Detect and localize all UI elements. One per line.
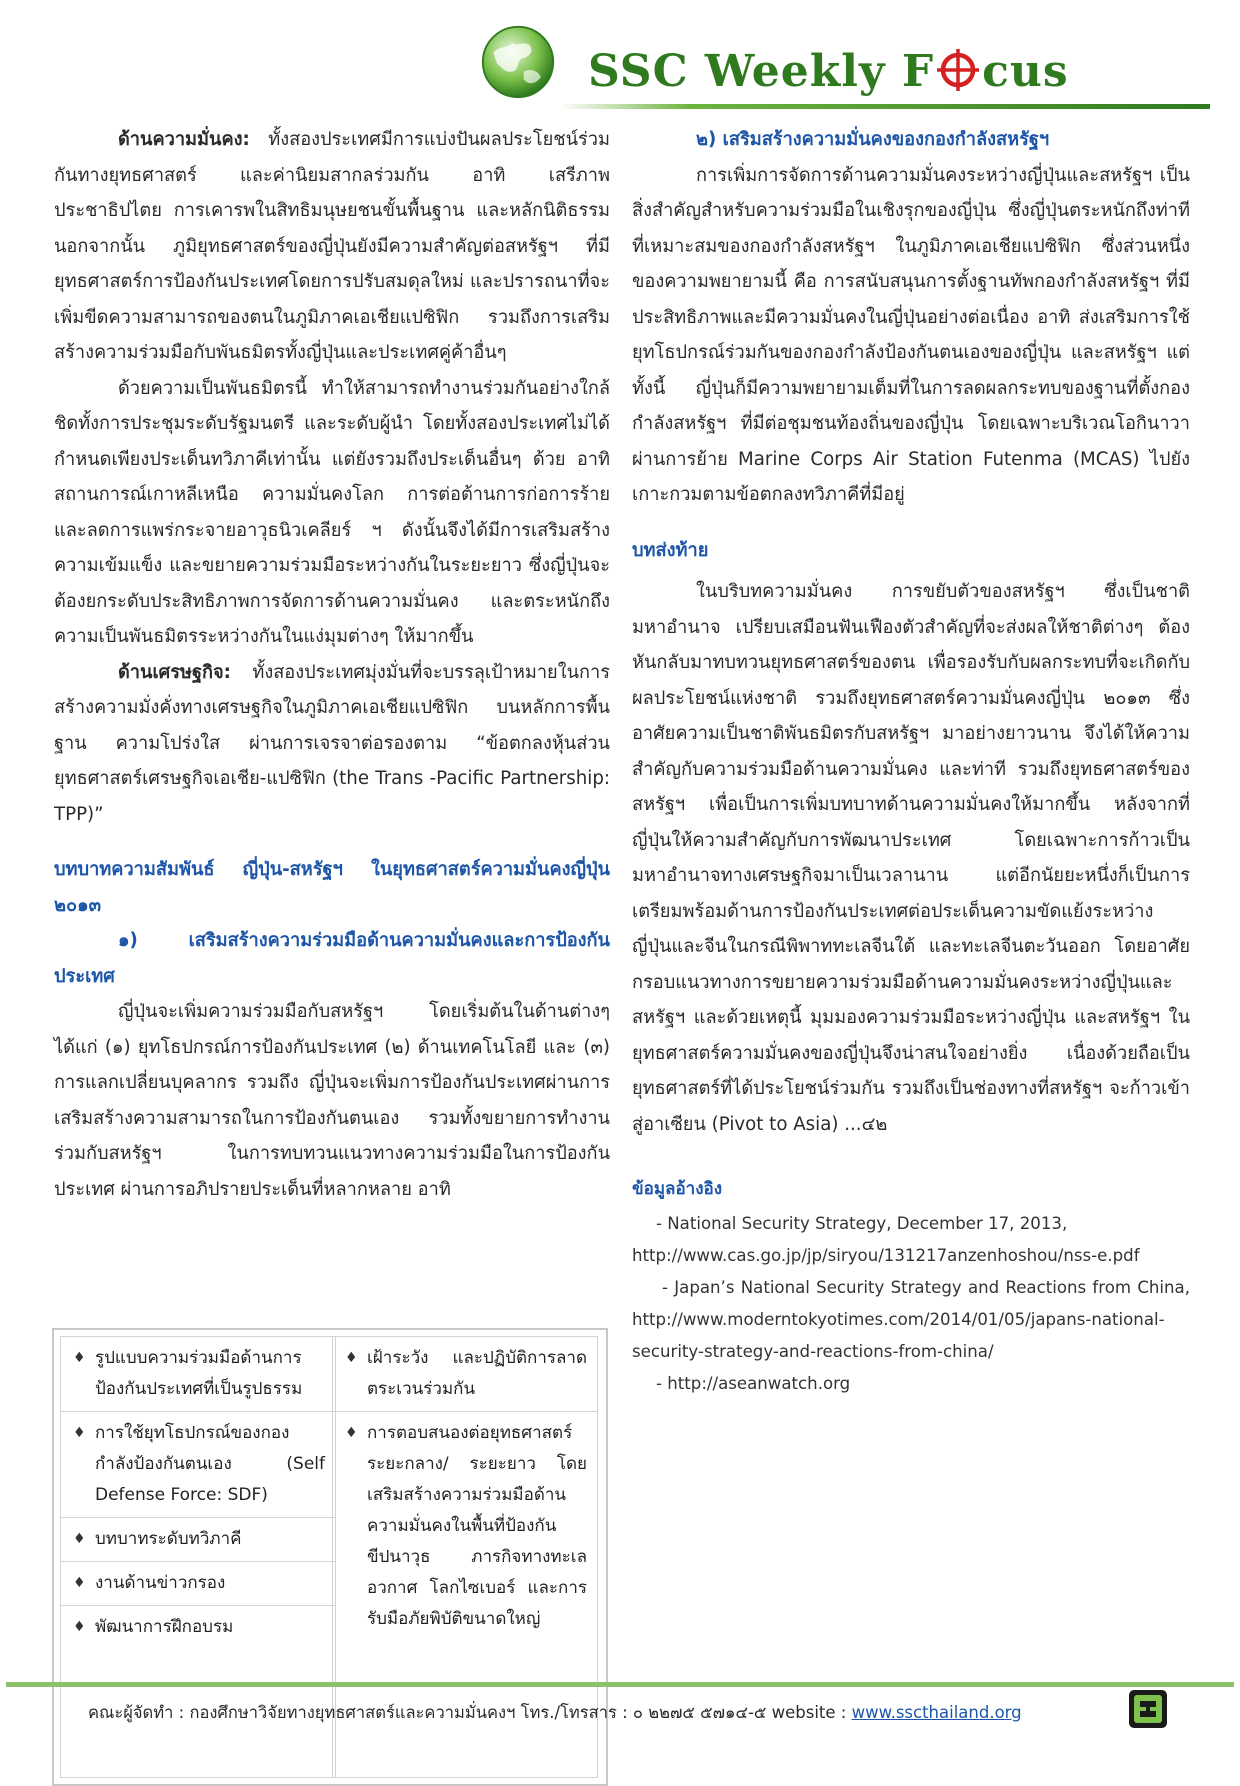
diamond-bullet-icon: ♦	[345, 1350, 358, 1366]
ssc-emblem-icon	[1128, 1689, 1168, 1729]
paragraph-us-forces: การเพิ่มการจัดการด้านความมั่นคงระหว่างญี่ปุ่นและสหรัฐฯ เป็นสิ่งสำคัญสำหรับความร่วมมือในเชิงรุกของญี่ปุ่น ซึ่งญี่ปุ่นตระหนักถึงท่าทีที่เหมาะสมของกองกำลังสหรัฐฯ ในภูมิภาคเอเชียแปซิฟิก ซึ่งส่วนหนึ่งของความพยายามนี้ คือ การสนับสนุนการตั้งฐานทัพกองกำลังสหรัฐฯ ที่มีประสิทธิภาพและมีความมั่นคงในญี่ปุ่นอย่างต่อเนื่อง อาทิ ส่งเสริมการใช้ยุทโธปกรณ์ร่วมกันของกองกำลังป้องกันตนเองของญี่ปุ่น และสหรัฐฯ แต่ทั้งนี้ ญี่ปุ่นก็มีความพยายามเต็มที่ในการลดผลกระทบของฐานที่ตั้งกองกำลังสหรัฐฯ ที่มีต่อชุมชนท้องถิ่นของญี่ปุ่น โดยเฉพาะบริเวณโอกินาวา ผ่านการย้าย Marine Corps Air Station Futenma (MCAS) ไปยังเกาะกวมตามข้อตกลงทวิภาคีที่มีอยู่	[632, 164, 1190, 505]
section-heading-conclusion: บทส่งท้าย	[632, 539, 709, 561]
footer-divider	[6, 1682, 1234, 1687]
body-economy: ทั้งสองประเทศมุ่งมั่นที่จะบรรลุเป้าหมายในการสร้างความมั่งคั่งทางเศรษฐกิจในภูมิภาคเอเชียแปซิฟิก บนหลักการพื้นฐาน ความโปร่งใส ผ่านการเจรจาต่อรองตาม “ข้อตกลงหุ้นส่วนยุทธศาสตร์เศรษฐกิจเอเชีย-แปซิฟิก (the Trans -Pacific Partnership: TPP)”	[54, 661, 610, 825]
right-column	[632, 122, 1190, 1400]
references-list	[632, 1208, 1190, 1400]
lead-economy: ด้านเศรษฐกิจ:	[118, 661, 231, 683]
brand-prefix: SSC Weekly F	[588, 46, 935, 97]
paragraph-conclusion: ในบริบทความมั่นคง การขยับตัวของสหรัฐฯ ซึ่งเป็นชาติมหาอำนาจ เปรียบเสมือนฟันเฟืองตัวสำคัญที่จะส่งผลให้ชาติต่างๆ ต้องหันกลับมาทบทวนยุทธศาสตร์ของตน เพื่อรองรับกับผลกระทบที่จะเกิดกับผลประโยชน์แห่งชาติ รวมถึงยุทธศาสตร์ความมั่นคงญี่ปุ่น ๒๐๑๓ ซึ่งอาศัยความเป็นชาติพันธมิตรกับสหรัฐฯ มาอย่างยาวนาน จึงได้ให้ความสำคัญกับความร่วมมือด้านความมั่นคง และท่าที รวมถึงยุทธศาสตร์ของสหรัฐฯ เพื่อเป็นการเพิ่มบทบาทด้านความมั่นคงให้มากขึ้น หลังจากที่ญี่ปุ่นให้ความสำคัญกับการพัฒนาประเทศ โดยเฉพาะการก้าวเป็นมหาอำนาจทางเศรษฐกิจมาเป็นเวลานาน แต่อีกนัยยะหนึ่งก็เป็นการเตรียมพร้อมด้านการป้องกันประเทศต่อประเด็นความขัดแย้งระหว่างญี่ปุ่นและจีนในกรณีพิพาททะเลจีนใต้ และทะเลจีนตะวันออก โดยอาศัยกรอบแนวทางการขยายความร่วมมือด้านความมั่นคงระหว่างญี่ปุ่นและสหรัฐฯ และด้วยเหตุนี้ มุมมองความร่วมมือระหว่างญี่ปุ่น และสหรัฐฯ ในยุทธศาสตร์ความมั่นคงของญี่ปุ่นจึงน่าสนใจอย่างยิ่ง เนื่องด้วยถือเป็นยุทธศาสตร์ที่ได้ประโยชน์ร่วมกัน รวมถึงเป็นช่องทางที่สหรัฐฯ จะก้าวเข้าสู่อาเซียน (Pivot to Asia) ...๔๒	[632, 581, 1190, 1135]
table-item: ♦ พัฒนาการฝึกอบรม	[61, 1606, 335, 1649]
subheading-us-forces: ๒) เสริมสร้างความมั่นคงของกองกำลังสหรัฐฯ	[696, 129, 1050, 150]
table-item: ♦ การตอบสนองต่อยุทธศาสตร์ระยะกลาง/ ระยะยาว โดยเสริมสร้างความร่วมมือด้านความมั่นคงในพื้นที่ป้องกันขีปนาวุธ ภารกิจทางทะเล อวกาศ โลกไซเบอร์ และการรับมือภัยพิบัติขนาดใหญ่	[333, 1412, 597, 1641]
table-item: ♦ บทบาทระดับทวิภาคี	[61, 1518, 335, 1562]
diamond-bullet-icon: ♦	[73, 1575, 86, 1591]
website-link[interactable]: www.sscthailand.org	[851, 1703, 1022, 1722]
reference-item: - National Security Strategy, December 17, 2013,	[656, 1213, 1068, 1233]
diamond-bullet-icon: ♦	[73, 1619, 86, 1635]
subheading-defense-cooperation: ๑) เสริมสร้างความร่วมมือด้านความมั่นคงและการป้องกันประเทศ	[54, 930, 610, 987]
diamond-bullet-icon: ♦	[73, 1531, 86, 1547]
table-item: ♦ รูปแบบความร่วมมือด้านการป้องกันประเทศที่เป็นรูปธรรม	[61, 1337, 335, 1412]
reference-item[interactable]: - Japan’s National Security Strategy and Reactions from China, http://www.moderntokyotimes.com/2014/01/05/japans-national-security-strategy-and-reactions-from-china/	[632, 1277, 1190, 1361]
diamond-bullet-icon: ♦	[73, 1350, 86, 1366]
diamond-bullet-icon: ♦	[345, 1425, 358, 1441]
table-item: ♦ เฝ้าระวัง และปฏิบัติการลาดตระเวนร่วมกัน	[333, 1337, 597, 1412]
paragraph-economy	[54, 655, 610, 833]
table-item: ♦ งานด้านข่าวกรอง	[61, 1562, 335, 1606]
reference-link[interactable]: - http://aseanwatch.org	[656, 1373, 851, 1393]
paragraph-defense-cooperation: ญี่ปุ่นจะเพิ่มความร่วมมือกับสหรัฐฯ โดยเริ่มต้นในด้านต่างๆ ได้แก่ (๑) ยุทโธปกรณ์การป้องกันประเทศ (๒) ด้านเทคโนโลยี และ (๓) การแลกเปลี่ยนบุคลากร รวมถึง ญี่ปุ่นจะเพิ่มการป้องกันประเทศผ่านการเสริมสร้างความสามารถในการป้องกันตนเอง รวมทั้งขยายการทำงานร่วมกับสหรัฐฯ ในการทบทวนแนวทางความร่วมมือในการป้องกันประเทศ ผ่านการอภิปรายประเด็นที่หลากหลาย อาทิ	[54, 1001, 610, 1200]
lead-security: ด้านความมั่นคง:	[118, 129, 250, 150]
crosshair-o-icon	[936, 48, 980, 92]
diamond-bullet-icon: ♦	[73, 1425, 86, 1441]
paragraph-alliance: ด้วยความเป็นพันธมิตรนี้ ทำให้สามารถทำงานร่วมกันอย่างใกล้ชิดทั้งการประชุมระดับรัฐมนตรี และระดับผู้นำ โดยทั้งสองประเทศไม่ได้กำหนดเพียงประเด็นทวิภาคีเท่านั้น แต่ยังรวมถึงประเด็นอื่นๆ ด้วย อาทิ สถานการณ์เกาหลีเหนือ ความมั่นคงโลก การต่อต้านการก่อการร้าย และลดการแพร่กระจายอาวุธนิวเคลียร์ ฯ ดังนั้นจึงได้มีการเสริมสร้างความเข้มแข็ง และขยายความร่วมมือระหว่างกันในระยะยาว ซึ่งญี่ปุ่นจะต้องยกระดับประสิทธิภาพการจัดการด้านความมั่นคง และตระหนักถึงความเป็นพันธมิตรระหว่างกันในแง่มุมต่างๆ ให้มากขึ้น	[54, 377, 610, 647]
section-heading-roles: บทบาทความสัมพันธ์ ญี่ปุ่น-สหรัฐฯ ในยุทธศาสตร์ความมั่นคงญี่ปุ่น ๒๐๑๓	[54, 859, 610, 916]
paragraph-security	[54, 122, 610, 371]
header-divider	[560, 104, 1210, 109]
reference-link[interactable]: http://www.cas.go.jp/jp/siryou/131217anzenhoshou/nss-e.pdf	[632, 1245, 1140, 1265]
table-item: ♦ การใช้ยุทโธปกรณ์ของกองกำลังป้องกันตนเอง (Self Defense Force: SDF)	[61, 1412, 335, 1518]
left-column	[54, 122, 610, 1207]
brand-title	[588, 46, 1069, 97]
footer-credits: คณะผู้จัดทำ : กองศึกษาวิจัยทางยุทธศาสตร์และความมั่นคงฯ โทร./โทรสาร : ๐ ๒๒๗๕ ๕๗๑๔-๕ website :	[88, 1703, 852, 1722]
brand-suffix: cus	[982, 46, 1069, 97]
masthead	[480, 22, 1210, 100]
references-heading: ข้อมูลอ้างอิง	[632, 1179, 723, 1199]
globe-logo-icon	[480, 24, 556, 100]
footer	[88, 1700, 1128, 1726]
body-security: ทั้งสองประเทศมีการแบ่งปันผลประโยชน์ร่วมกันทางยุทธศาสตร์ และค่านิยมสากลร่วมกัน อาทิ เสรีภาพ ประชาธิปไตย การเคารพในสิทธิมนุษยชนขั้นพื้นฐาน และหลักนิติธรรม นอกจากนั้น ภูมิยุทธศาสตร์ของญี่ปุ่นยังมีความสำคัญต่อสหรัฐฯ ที่มียุทธศาสตร์การป้องกันประเทศโดยการปรับสมดุลใหม่ และปรารถนาที่จะเพิ่มขีดความสามารถของตนในภูมิภาคเอเชียแปซิฟิก รวมถึงการเสริมสร้างความร่วมมือกับพันธมิตรทั้งญี่ปุ่นและประเทศคู่ค้าอื่นๆ	[54, 129, 610, 363]
